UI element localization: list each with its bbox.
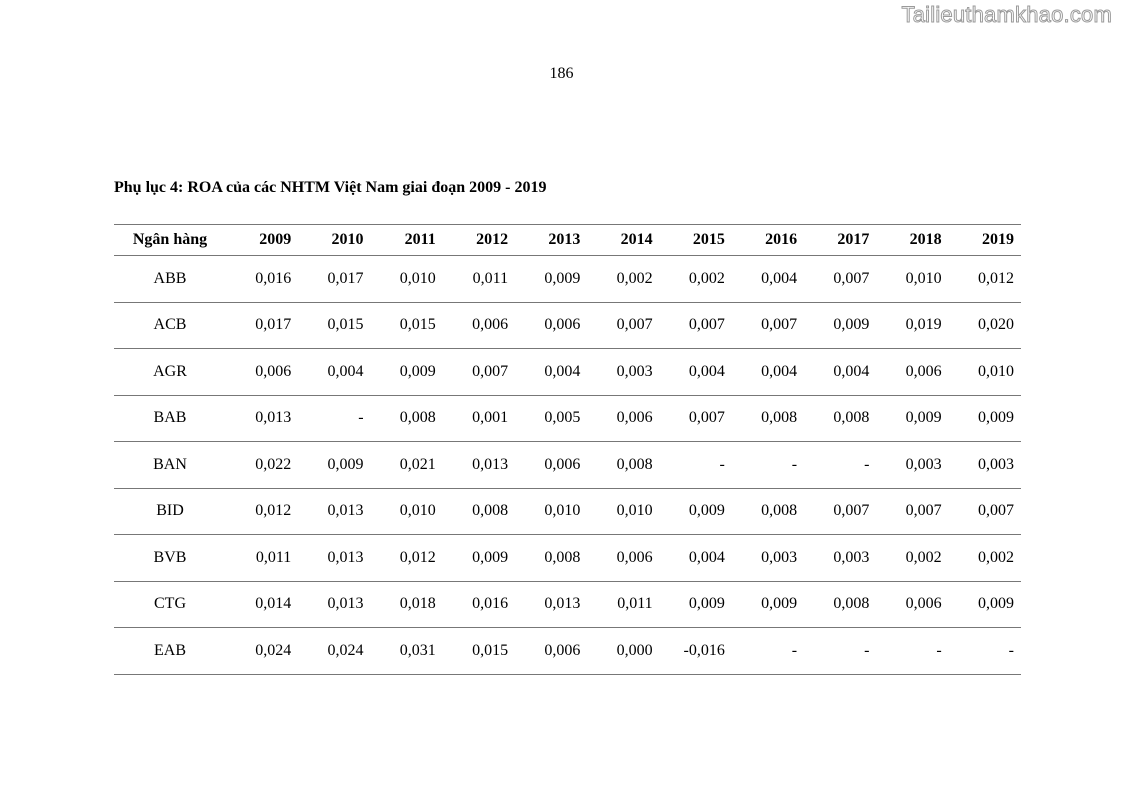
roa-value-cell: 0,005 [515, 395, 587, 442]
roa-value-cell: 0,016 [226, 256, 298, 303]
roa-value-cell: 0,003 [587, 349, 659, 396]
table-body [114, 256, 1021, 675]
roa-value-cell: 0,009 [804, 302, 876, 349]
roa-value-cell: 0,008 [371, 395, 443, 442]
roa-value-cell: 0,003 [876, 442, 948, 489]
roa-value-cell: - [660, 442, 732, 489]
bank-code-cell: CTG [114, 581, 226, 628]
roa-value-cell: 0,000 [587, 628, 659, 675]
roa-value-cell: 0,001 [443, 395, 515, 442]
roa-value-cell: 0,006 [226, 349, 298, 396]
roa-value-cell: 0,004 [515, 349, 587, 396]
column-header-year: 2009 [226, 225, 298, 256]
roa-value-cell: 0,007 [876, 488, 948, 535]
bank-code-cell: ACB [114, 302, 226, 349]
roa-value-cell: 0,004 [298, 349, 370, 396]
roa-value-cell: - [804, 442, 876, 489]
roa-value-cell: 0,015 [443, 628, 515, 675]
column-header-year: 2010 [298, 225, 370, 256]
roa-value-cell: 0,024 [226, 628, 298, 675]
roa-value-cell: 0,002 [587, 256, 659, 303]
roa-value-cell: 0,003 [949, 442, 1021, 489]
column-header-year: 2012 [443, 225, 515, 256]
roa-value-cell: 0,031 [371, 628, 443, 675]
table-row [114, 442, 1021, 489]
roa-value-cell: 0,011 [226, 535, 298, 582]
roa-value-cell: 0,006 [587, 395, 659, 442]
roa-value-cell: 0,019 [876, 302, 948, 349]
roa-value-cell: 0,009 [515, 256, 587, 303]
watermark: Tailieuthamkhao.com [901, 2, 1112, 27]
roa-value-cell: - [732, 442, 804, 489]
roa-value-cell: 0,007 [732, 302, 804, 349]
roa-value-cell: 0,020 [949, 302, 1021, 349]
roa-value-cell: 0,017 [298, 256, 370, 303]
roa-value-cell: 0,009 [949, 395, 1021, 442]
roa-value-cell: - [804, 628, 876, 675]
roa-value-cell: 0,006 [587, 535, 659, 582]
roa-value-cell: 0,002 [660, 256, 732, 303]
bank-code-cell: BVB [114, 535, 226, 582]
roa-value-cell: 0,004 [804, 349, 876, 396]
table-row [114, 488, 1021, 535]
roa-value-cell: 0,013 [298, 581, 370, 628]
table-row [114, 535, 1021, 582]
table-row [114, 628, 1021, 675]
roa-value-cell: 0,017 [226, 302, 298, 349]
column-header-year: 2011 [371, 225, 443, 256]
roa-value-cell: 0,022 [226, 442, 298, 489]
roa-value-cell: 0,004 [732, 349, 804, 396]
roa-value-cell: 0,013 [298, 535, 370, 582]
roa-value-cell: 0,004 [732, 256, 804, 303]
roa-value-cell: 0,011 [443, 256, 515, 303]
column-header-year: 2015 [660, 225, 732, 256]
table-row [114, 302, 1021, 349]
roa-value-cell: 0,013 [443, 442, 515, 489]
table-caption: Phụ lục 4: ROA của các NHTM Việt Nam giai đoạn 2009 - 2019 [114, 179, 547, 196]
roa-value-cell: 0,012 [949, 256, 1021, 303]
roa-value-cell: 0,002 [949, 535, 1021, 582]
roa-value-cell: 0,024 [298, 628, 370, 675]
roa-value-cell: 0,010 [587, 488, 659, 535]
roa-value-cell: 0,018 [371, 581, 443, 628]
roa-value-cell: 0,015 [371, 302, 443, 349]
column-header-bank: Ngân hàng [114, 225, 226, 256]
roa-value-cell: 0,007 [587, 302, 659, 349]
roa-value-cell: 0,006 [515, 302, 587, 349]
roa-value-cell: 0,003 [804, 535, 876, 582]
roa-value-cell: 0,002 [876, 535, 948, 582]
roa-value-cell: 0,010 [949, 349, 1021, 396]
roa-value-cell: 0,007 [443, 349, 515, 396]
roa-value-cell: 0,009 [732, 581, 804, 628]
column-header-year: 2018 [876, 225, 948, 256]
table-row [114, 256, 1021, 303]
roa-value-cell: 0,012 [226, 488, 298, 535]
column-header-year: 2016 [732, 225, 804, 256]
roa-value-cell: 0,013 [298, 488, 370, 535]
column-header-year: 2014 [587, 225, 659, 256]
roa-value-cell: 0,008 [804, 395, 876, 442]
roa-value-cell: 0,007 [660, 395, 732, 442]
roa-value-cell: 0,010 [371, 256, 443, 303]
roa-value-cell: 0,008 [443, 488, 515, 535]
roa-value-cell: 0,006 [515, 628, 587, 675]
roa-value-cell: 0,006 [443, 302, 515, 349]
roa-value-cell: 0,012 [371, 535, 443, 582]
roa-value-cell: 0,007 [804, 256, 876, 303]
roa-value-cell: 0,010 [515, 488, 587, 535]
roa-value-cell: - [949, 628, 1021, 675]
roa-value-cell: 0,009 [876, 395, 948, 442]
roa-value-cell: 0,009 [298, 442, 370, 489]
bank-code-cell: BAN [114, 442, 226, 489]
roa-value-cell: 0,009 [949, 581, 1021, 628]
roa-value-cell: 0,009 [660, 488, 732, 535]
roa-value-cell: 0,015 [298, 302, 370, 349]
roa-table [114, 224, 1021, 675]
roa-value-cell: - [876, 628, 948, 675]
roa-value-cell: 0,007 [660, 302, 732, 349]
roa-value-cell: 0,014 [226, 581, 298, 628]
roa-value-cell: 0,009 [660, 581, 732, 628]
roa-value-cell: 0,007 [949, 488, 1021, 535]
roa-value-cell: 0,008 [732, 488, 804, 535]
table-row [114, 395, 1021, 442]
column-header-year: 2013 [515, 225, 587, 256]
roa-value-cell: 0,006 [876, 349, 948, 396]
roa-value-cell: 0,009 [443, 535, 515, 582]
roa-value-cell: 0,013 [515, 581, 587, 628]
bank-code-cell: ABB [114, 256, 226, 303]
roa-value-cell: 0,009 [371, 349, 443, 396]
bank-code-cell: BAB [114, 395, 226, 442]
roa-value-cell: 0,021 [371, 442, 443, 489]
roa-value-cell: - [732, 628, 804, 675]
roa-value-cell: 0,010 [876, 256, 948, 303]
roa-value-cell: 0,011 [587, 581, 659, 628]
roa-value-cell: 0,007 [804, 488, 876, 535]
table-row [114, 349, 1021, 396]
bank-code-cell: AGR [114, 349, 226, 396]
roa-value-cell: 0,008 [804, 581, 876, 628]
column-header-year: 2019 [949, 225, 1021, 256]
roa-value-cell: 0,010 [371, 488, 443, 535]
roa-value-cell: 0,006 [515, 442, 587, 489]
roa-value-cell: 0,003 [732, 535, 804, 582]
bank-code-cell: EAB [114, 628, 226, 675]
roa-value-cell: 0,008 [515, 535, 587, 582]
roa-value-cell: - [298, 395, 370, 442]
roa-value-cell: 0,008 [732, 395, 804, 442]
table-header-row [114, 225, 1021, 256]
roa-value-cell: 0,006 [876, 581, 948, 628]
roa-value-cell: 0,008 [587, 442, 659, 489]
table-row [114, 581, 1021, 628]
roa-value-cell: 0,016 [443, 581, 515, 628]
roa-value-cell: 0,004 [660, 349, 732, 396]
page-number: 186 [549, 65, 574, 82]
roa-value-cell: -0,016 [660, 628, 732, 675]
bank-code-cell: BID [114, 488, 226, 535]
roa-value-cell: 0,004 [660, 535, 732, 582]
roa-value-cell: 0,013 [226, 395, 298, 442]
column-header-year: 2017 [804, 225, 876, 256]
